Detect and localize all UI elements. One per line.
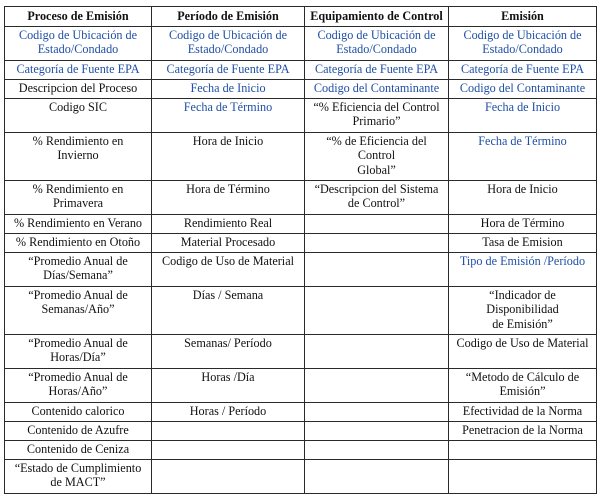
table-cell: % Rendimiento en Primavera: [5, 181, 152, 215]
table-row: [5, 181, 597, 215]
header-row: [5, 7, 597, 27]
table-row: [5, 27, 597, 61]
table-cell: Fecha de Inicio: [152, 80, 305, 99]
table-row: [5, 253, 597, 287]
table-row: [5, 80, 597, 99]
table-cell: Contenido de Ceniza: [5, 441, 152, 460]
table-row: [5, 441, 597, 460]
table-cell: “Indicador de Disponibilidad de Emisión”: [449, 287, 597, 335]
table-cell: Categoría de Fuente EPA: [5, 61, 152, 80]
table-row: [5, 215, 597, 234]
table-cell: [305, 403, 449, 422]
table-cell: [152, 460, 305, 494]
table-cell: [305, 441, 449, 460]
table-cell: Semanas/ Período: [152, 335, 305, 369]
table-cell: Codigo de Uso de Material: [152, 253, 305, 287]
header-proceso: Proceso de Emisión: [5, 7, 152, 27]
table-cell: Codigo de Uso de Material: [449, 335, 597, 369]
table-cell: “% Eficiencia del Control Primario”: [305, 99, 449, 133]
table-row: [5, 422, 597, 441]
table-cell: [305, 369, 449, 403]
table-cell: Fecha de Término: [449, 133, 597, 181]
table-row: [5, 61, 597, 80]
table-cell: [152, 441, 305, 460]
table-cell: Rendimiento Real: [152, 215, 305, 234]
table-cell: Hora de Término: [152, 181, 305, 215]
table-cell: [305, 215, 449, 234]
table-cell: Tasa de Emision: [449, 234, 597, 253]
table-cell: “Metodo de Cálculo de Emisión”: [449, 369, 597, 403]
table-cell: “Promedio Anual de Semanas/Año”: [5, 287, 152, 335]
table-cell: “Promedio Anual de Horas/Día”: [5, 335, 152, 369]
table-cell: Codigo de Ubicación de Estado/Condado: [152, 27, 305, 61]
table-cell: Categoría de Fuente EPA: [152, 61, 305, 80]
table-row: [5, 335, 597, 369]
table-cell: Efectividad de la Norma: [449, 403, 597, 422]
table-cell: Codigo del Contaminante: [449, 80, 597, 99]
table-cell: Horas /Día: [152, 369, 305, 403]
table-cell: “% de Eficiencia del Control Global”: [305, 133, 449, 181]
table-cell: “Estado de Cumplimiento de MACT”: [5, 460, 152, 494]
table-row: [5, 403, 597, 422]
table-cell: Codigo de Ubicación de Estado/Condado: [449, 27, 597, 61]
table-cell: Hora de Inicio: [449, 181, 597, 215]
table-cell: Codigo de Ubicación de Estado/Condado: [305, 27, 449, 61]
table-cell: Penetracion de la Norma: [449, 422, 597, 441]
table-cell: % Rendimiento en Verano: [5, 215, 152, 234]
table-cell: % Rendimiento en Otoño: [5, 234, 152, 253]
table-cell: Horas / Período: [152, 403, 305, 422]
table-cell: [305, 234, 449, 253]
table-cell: “Promedio Anual de Horas/Año”: [5, 369, 152, 403]
table-row: [5, 234, 597, 253]
table-cell: Fecha de Término: [152, 99, 305, 133]
table-cell: Descripcion del Proceso: [5, 80, 152, 99]
table-cell: [305, 287, 449, 335]
table-cell: Días / Semana: [152, 287, 305, 335]
table-cell: % Rendimiento en Invierno: [5, 133, 152, 181]
table-cell: [305, 253, 449, 287]
table-row: [5, 133, 597, 181]
table-cell: [449, 460, 597, 494]
table-cell: Contenido de Azufre: [5, 422, 152, 441]
table-cell: [305, 460, 449, 494]
table-cell: Codigo del Contaminante: [305, 80, 449, 99]
table-cell: [449, 441, 597, 460]
header-equipamiento: Equipamiento de Control: [305, 7, 449, 27]
table-row: [5, 99, 597, 133]
table-cell: Codigo de Ubicación de Estado/Condado: [5, 27, 152, 61]
header-periodo: Período de Emisión: [152, 7, 305, 27]
table-cell: Categoría de Fuente EPA: [449, 61, 597, 80]
table-row: [5, 369, 597, 403]
table-cell: Fecha de Inicio: [449, 99, 597, 133]
table-cell: Tipo de Emisión /Período: [449, 253, 597, 287]
table-cell: Hora de Término: [449, 215, 597, 234]
table-cell: [305, 335, 449, 369]
table-cell: Categoría de Fuente EPA: [305, 61, 449, 80]
table-cell: Hora de Inicio: [152, 133, 305, 181]
table-row: [5, 460, 597, 494]
table-row: [5, 287, 597, 335]
table-cell: “Descripcion del Sistema de Control”: [305, 181, 449, 215]
table-cell: Contenido calorico: [5, 403, 152, 422]
table-cell: Material Procesado: [152, 234, 305, 253]
emission-data-table: [4, 6, 597, 494]
header-emision: Emisión: [449, 7, 597, 27]
table-cell: [152, 422, 305, 441]
table-cell: [305, 422, 449, 441]
table-cell: “Promedio Anual de Días/Semana”: [5, 253, 152, 287]
table-cell: Codigo SIC: [5, 99, 152, 133]
